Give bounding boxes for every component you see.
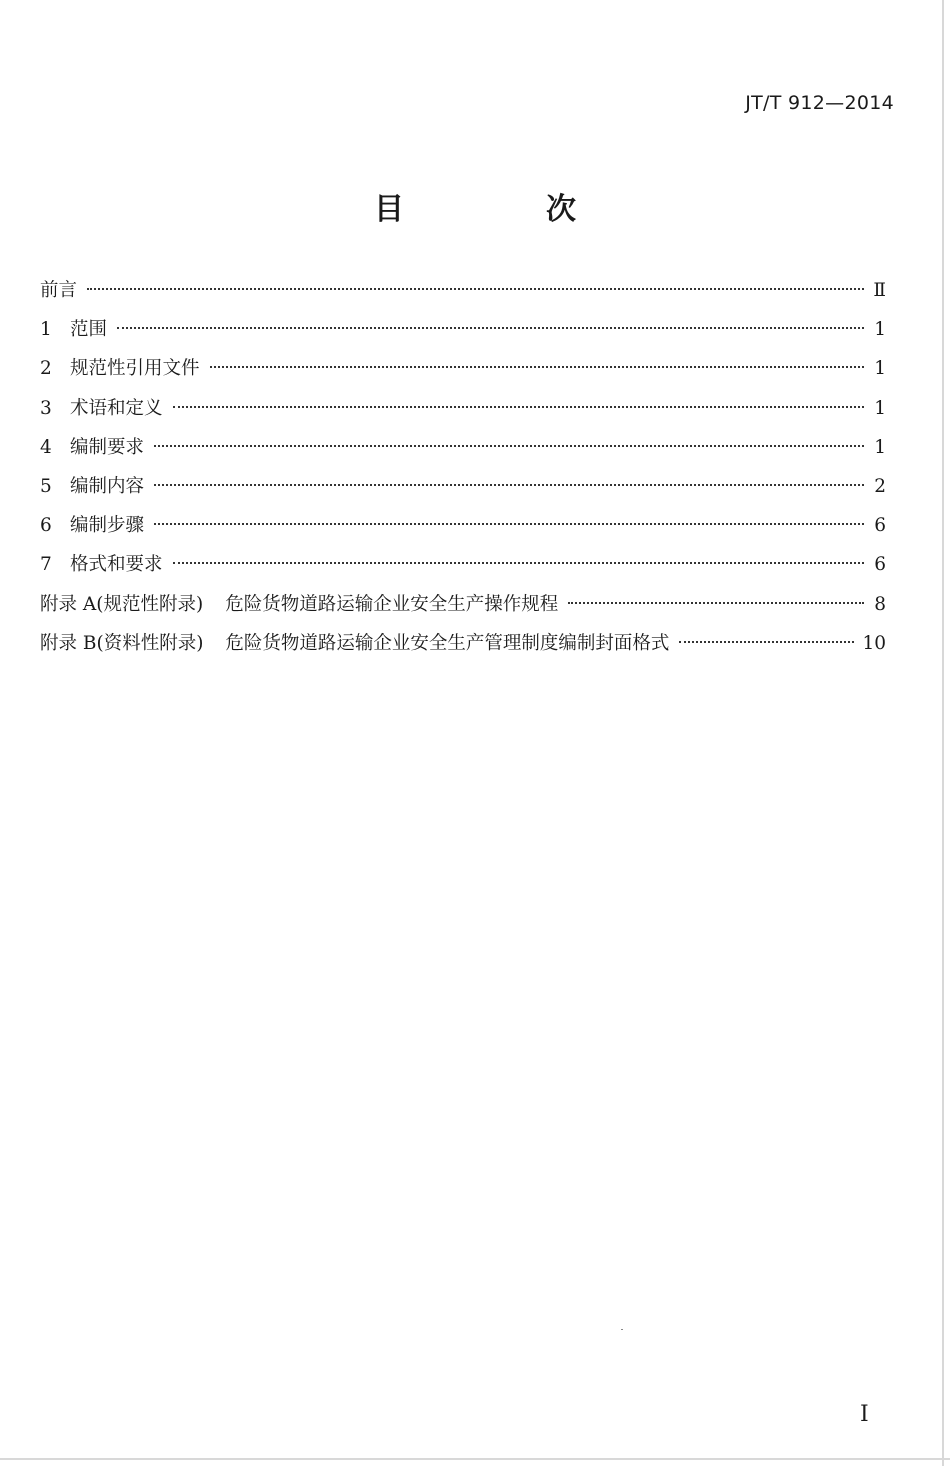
- toc-entry-number: 1: [40, 319, 52, 341]
- dot-leader: [117, 327, 864, 329]
- dot-leader: [210, 366, 864, 368]
- toc-entry-steps[interactable]: [40, 511, 886, 550]
- toc-entry-label: 范围: [70, 319, 108, 341]
- toc-entry-page: 8: [874, 593, 886, 615]
- dot-leader: [154, 523, 864, 525]
- toc-entry-number: 5: [40, 475, 52, 497]
- toc-entry-annex-b[interactable]: [40, 629, 886, 668]
- dot-leader: [87, 288, 864, 290]
- dot-leader: [173, 562, 864, 564]
- page-number: I: [860, 1402, 869, 1427]
- toc-entry-label: 前言: [40, 280, 78, 301]
- toc-entry-page: 1: [874, 436, 886, 458]
- page-title: 目 次: [374, 192, 632, 227]
- standard-code: JT/T 912—2014: [745, 92, 894, 114]
- toc-entry-annex-title: 危险货物道路运输企业安全生产管理制度编制封面格式: [225, 632, 670, 654]
- toc-entry-annex-a[interactable]: [40, 590, 886, 629]
- toc-entry-label: 附录 A(规范性附录): [40, 593, 204, 615]
- toc-entry-page: 1: [874, 397, 886, 419]
- toc-entry-annex-title: 危险货物道路运输企业安全生产操作规程: [225, 593, 559, 615]
- toc-entry-page: 1: [874, 358, 886, 380]
- page-edge-bottom: [0, 1458, 950, 1460]
- dot-leader: [568, 602, 864, 604]
- toc-entry-page: 10: [862, 632, 886, 654]
- toc-entry-label: 格式和要求: [70, 554, 163, 576]
- toc-entry-label: 规范性引用文件: [70, 358, 200, 380]
- toc-entry-label: 编制要求: [70, 436, 145, 458]
- toc-entry-normative-references[interactable]: [40, 354, 886, 393]
- toc-entry-page: 2: [874, 475, 886, 497]
- toc-entry-page: 6: [874, 515, 886, 537]
- dot-leader: [173, 406, 864, 408]
- toc-entry-terms-definitions[interactable]: [40, 394, 886, 433]
- toc-entry-label: 编制内容: [70, 475, 145, 497]
- toc-entry-page: Ⅱ: [873, 280, 886, 301]
- toc-entry-scope[interactable]: [40, 315, 886, 354]
- toc-entry-number: 3: [40, 397, 52, 419]
- toc-entry-number: 4: [40, 436, 52, 458]
- dot-leader: [154, 484, 864, 486]
- toc-entry-number: 2: [40, 358, 52, 380]
- toc-entry-page: 6: [874, 554, 886, 576]
- dot-leader: [679, 641, 854, 643]
- toc-entry-label: 附录 B(资料性附录): [40, 632, 204, 654]
- table-of-contents: [40, 276, 886, 668]
- toc-entry-foreword[interactable]: [40, 276, 886, 315]
- toc-entry-number: 7: [40, 554, 52, 576]
- toc-entry-format[interactable]: [40, 550, 886, 589]
- toc-entry-requirements[interactable]: [40, 433, 886, 472]
- toc-entry-label: 术语和定义: [70, 397, 163, 419]
- scan-speck: [621, 1329, 623, 1330]
- toc-entry-number: 6: [40, 515, 52, 537]
- toc-entry-content[interactable]: [40, 472, 886, 511]
- toc-entry-page: 1: [874, 319, 886, 341]
- toc-entry-label: 编制步骤: [70, 515, 145, 537]
- dot-leader: [154, 445, 864, 447]
